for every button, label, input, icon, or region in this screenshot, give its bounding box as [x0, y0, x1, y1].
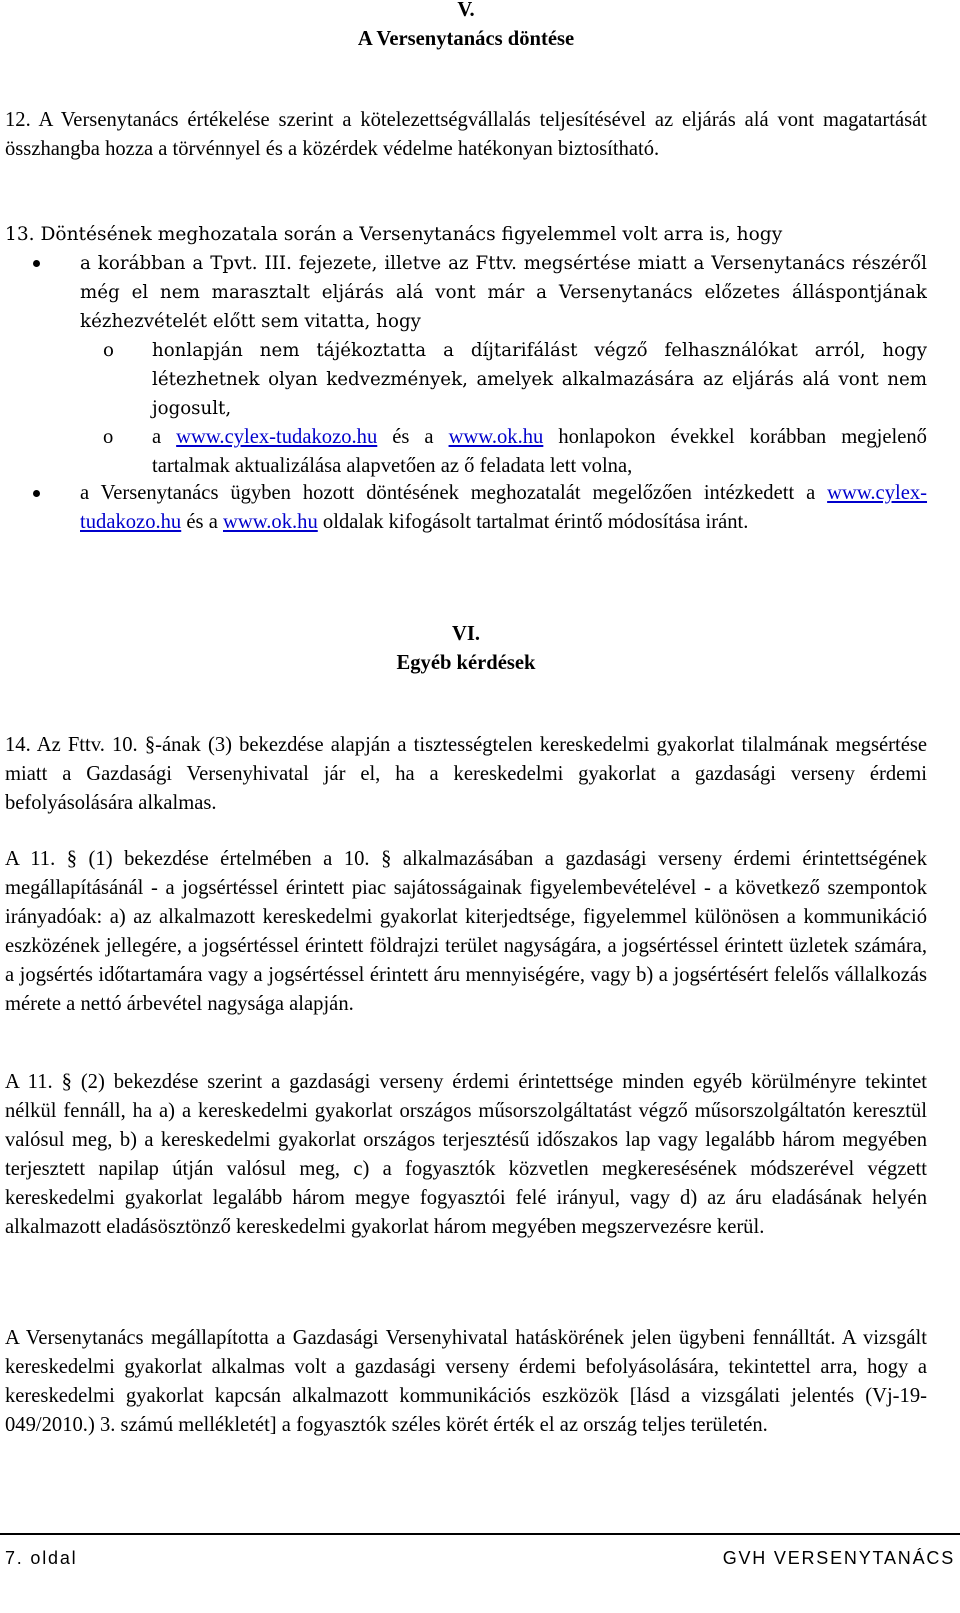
bullet-icon [33, 260, 40, 267]
paragraph-12: 12. A Versenytanács értékelése szerint a kötelezettségvállalás teljesítésével az eljárás alá vont magatartását összhangba hozza a törvénnyel és a közérdek védelme hatékonyan biztosítható. [5, 109, 927, 160]
bullet-2-text [80, 479, 927, 537]
bullet-2-post: oldalak kifogásolt tartalmat érintő módosítása iránt. [322, 511, 749, 533]
link-cylex-tudakozo[interactable]: www.cylex-tudakozo.hu [176, 426, 378, 448]
section-6-title: Egyéb kérdések [396, 652, 536, 674]
footer-page-number: 7. oldal [5, 1548, 78, 1568]
paragraph-13-intro: 13. Döntésének meghozatala során a Versenytanács figyelemmel volt arra is, hogy [5, 224, 783, 245]
paragraph-11-2: A 11. § (2) bekezdése szerint a gazdasági verseny érdemi érintettsége minden egyéb körülményre tekintet nélkül fennáll, ha a) a kereskedelmi gyakorlat országos műsorszolgáltatást végző műsorszolgáltatón keresztül valósul meg, b) a kereskedelmi gyakorlat országos terjesztésű időszakos lap vagy legalább három megyében terjesztett napilap útján valósul meg, c) a fogyasztók közvetlen megkeresésének módszerével végzett kereskedelmi gyakorlat legalább három megye fogyasztói felé irányul, vagy d) az áru eladásának helyén alkalmazott eladásösztönző kereskedelmi gyakorlat három megyében megszervezésre kerül. [5, 1071, 927, 1238]
section-6-heading [5, 620, 927, 678]
sub-item-2-pre: a [152, 426, 162, 448]
section-6-numeral: VI. [451, 623, 481, 645]
paragraph-11-1: A 11. § (1) bekezdése értelmében a 10. § alkalmazásában a gazdasági verseny érdemi érintettségének megállapításánál - a jogsértéssel érintett piac sajátosságainak figyelembevételével - a következő szempontok irányadóak: a) az alkalmazott kereskedelmi gyakorlat kiterjedtsége, figyelemmel különösen a kommunikáció eszközének jellegére, a jogsértéssel érintett földrajzi terület nagyságára, a jogsértéssel érintett üzletek számára, a jogsértés időtartamára vagy a jogsértéssel érintett áru mennyiségére, vagy b) a jogsértésért felelős vállalkozás mérete a nettó árbevétel nagysága alapján. [5, 848, 927, 1015]
footer-divider [0, 1533, 960, 1535]
bullet-item-1 [5, 249, 927, 481]
bullet-item-2 [5, 479, 927, 537]
sub-item-2-text [152, 423, 927, 481]
paragraph-competence: A Versenytanács megállapította a Gazdasági Versenyhivatal hatáskörének jelen ügybeni fennálltát. A vizsgált kereskedelmi gyakorlat alkalmas volt a gazdasági verseny érdemi befolyásolására, tekintettel arra, hogy a kereskedelmi gyakorlat kapcsán alkalmazott kommunikációs eszközök [lásd a vizsgálati jelentés (Vj-19-049/2010.) 3. számú mellékletét] a fogyasztók széles körét érték el az ország teljes területén. [5, 1327, 927, 1436]
section-5-numeral: V. [457, 0, 475, 21]
link-ok-hu[interactable]: www.ok.hu [448, 426, 544, 448]
section-5-heading [5, 0, 927, 54]
sub-bullet-icon: o [103, 426, 114, 448]
sub-item-1-text: honlapján nem tájékoztatta a díjtarifálást végző felhasználókat arról, hogy létezhetnek olyan kedvezmények, amelyek alkalmazására az eljárás alá vont nem jogosult, [152, 340, 927, 419]
section-5-title: A Versenytanács döntése [357, 28, 575, 50]
bullet-2-pre: a Versenytanács ügyben hozott döntésének meghozatalát megelőzően intézkedett a [80, 482, 816, 504]
link-cylex-tudakozo[interactable]: www.cylex-tudakozo.hu [80, 482, 928, 533]
page-footer [5, 1548, 955, 1569]
footer-organization: GVH VERSENYTANÁCS [722, 1548, 955, 1568]
sub-item-2-post: honlapokon évekkel korábban megjelenő tartalmak aktualizálása alapvetően az ő feladata lett volna, [152, 426, 927, 477]
bullet-icon [33, 490, 40, 497]
bullet-1-text: a korábban a Tpvt. III. fejezete, illetve az Fttv. megsértése miatt a Versenytanács részéről még el nem marasztalt eljárás alá vont már a Versenytanács előzetes álláspontjának kézhezvételét előtt sem vitatta, hogy [80, 253, 927, 332]
bullet-2-mid: és a [186, 511, 218, 533]
sub-item-2 [5, 423, 927, 481]
link-ok-hu[interactable]: www.ok.hu [223, 511, 318, 533]
paragraph-14: 14. Az Fttv. 10. §-ának (3) bekezdése alapján a tisztességtelen kereskedelmi gyakorlat tilalmának megsértése miatt a Gazdasági Versenyhivatal jár el, ha a kereskedelmi gyakorlat a gazdasági verseny érdemi befolyásolására alkalmas. [5, 734, 927, 814]
sub-item-1 [5, 336, 927, 423]
sub-bullet-icon: o [103, 340, 114, 361]
sub-item-2-mid: és a [392, 426, 434, 448]
